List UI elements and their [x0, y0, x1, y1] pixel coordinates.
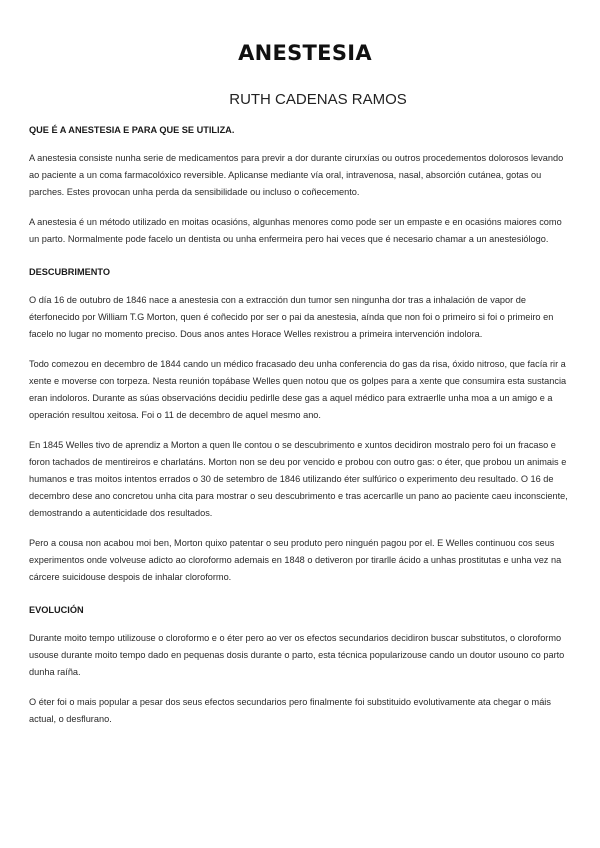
section-heading: EVOLUCIÓN	[29, 605, 84, 615]
paragraph: O éter foi o mais popular a pesar dos seus efectos secundarios pero finalmente foi substituido evolutivamente ata chegar o máis actual, o desflurano.	[29, 697, 551, 724]
section-heading: QUE É A ANESTESIA E PARA QUE SE UTILIZA.	[29, 125, 235, 135]
section-descubrimento	[29, 266, 569, 586]
document-author: RUTH CADENAS RAMOS	[229, 91, 407, 108]
section-heading: DESCUBRIMENTO	[29, 267, 110, 277]
section-evolucion	[29, 604, 569, 728]
paragraph: En 1845 Welles tivo de aprendiz a Morton a quen lle contou o se descubrimento e xuntos decidiron mostralo pero foi un fracaso e foron tachados de mentireiros e charlatáns. Morton non se deu por vencido e probou con outro gas: o éter, que probou un animais e humanos e tras moitos intentos errados o 30 de setembro de 1846 utilizando éter sulfúrico o experimento deu resultado. O 16 de decembro dese ano concretou unha cita para mostrar o seu descubrimento e tras acercarlle un pano ao paciente caeu inconsciente, demostrando a autenticidade dos resultados.	[29, 440, 568, 518]
document-title: ANESTESIA	[238, 41, 372, 65]
paragraph: Durante moito tempo utilizouse o cloroformo e o éter pero ao ver os efectos secundarios decidiron buscar substitutos, o cloroformo usouse durante moito tempo dado en pequenas dosis durante o parto, esta técnica popularizouse cando un doutor usouno co parto dunha raíña.	[29, 633, 565, 677]
paragraph: O día 16 de outubro de 1846 nace a anestesia con a extracción dun tumor sen ningunha dor tras a inhalación de vapor de éterfonecido por William T.G Morton, quen é coñecido por ser o pai da anestesia, aínda que non foi o primeiro si foi o primeiro en facelo no lugar no momento preciso. Dous anos antes Horace Welles rexistrou a primeira intervención indolora.	[29, 295, 554, 339]
section-que-e	[29, 124, 569, 248]
paragraph: Todo comezou en decembro de 1844 cando un médico fracasado deu unha conferencia do gas da risa, óxido nitroso, que facía rir a xente e moverse con torpeza. Nesta reunión topábase Welles quen notou que os golpes para a xente que consumira esta sustancia eran indoloros. Durante as súas observacións decidiu pedirlle dese gas a aquel médico para extraerlle unha moa a un amigo e a operación resultou xeitosa. Foi o 11 de decembro de aquel mesmo ano.	[29, 359, 567, 420]
paragraph: A anestesia consiste nunha serie de medicamentos para previr a dor durante cirurxías ou outros procedementos dolorosos levando ao paciente a un coma farmacolóxico reversible. Aplicanse mediante vía oral, intravenosa, nasal, absorción cutánea, gotas ou parches. Estes provocan unha perda da sensibilidade ou incluso o coñecemento.	[29, 153, 564, 197]
paragraph: A anestesia é un método utilizado en moitas ocasións, algunhas menores como pode ser un empaste e en ocasións maiores como un parto. Normalmente pode facelo un dentista ou unha enfermeira pero hai veces que é necesario chamar a un anestesiólogo.	[29, 217, 562, 244]
paragraph: Pero a cousa non acabou moi ben, Morton quixo patentar o seu produto pero ninguén pagou por el. E Welles continuou cos seus experimentos onde volveuse adicto ao cloroformo ademais en 1848 o detiveron por tirarlle ácido a unhas prostitutas e unha vez na cárcere suicidouse despois de inhalar cloroformo.	[29, 538, 562, 582]
